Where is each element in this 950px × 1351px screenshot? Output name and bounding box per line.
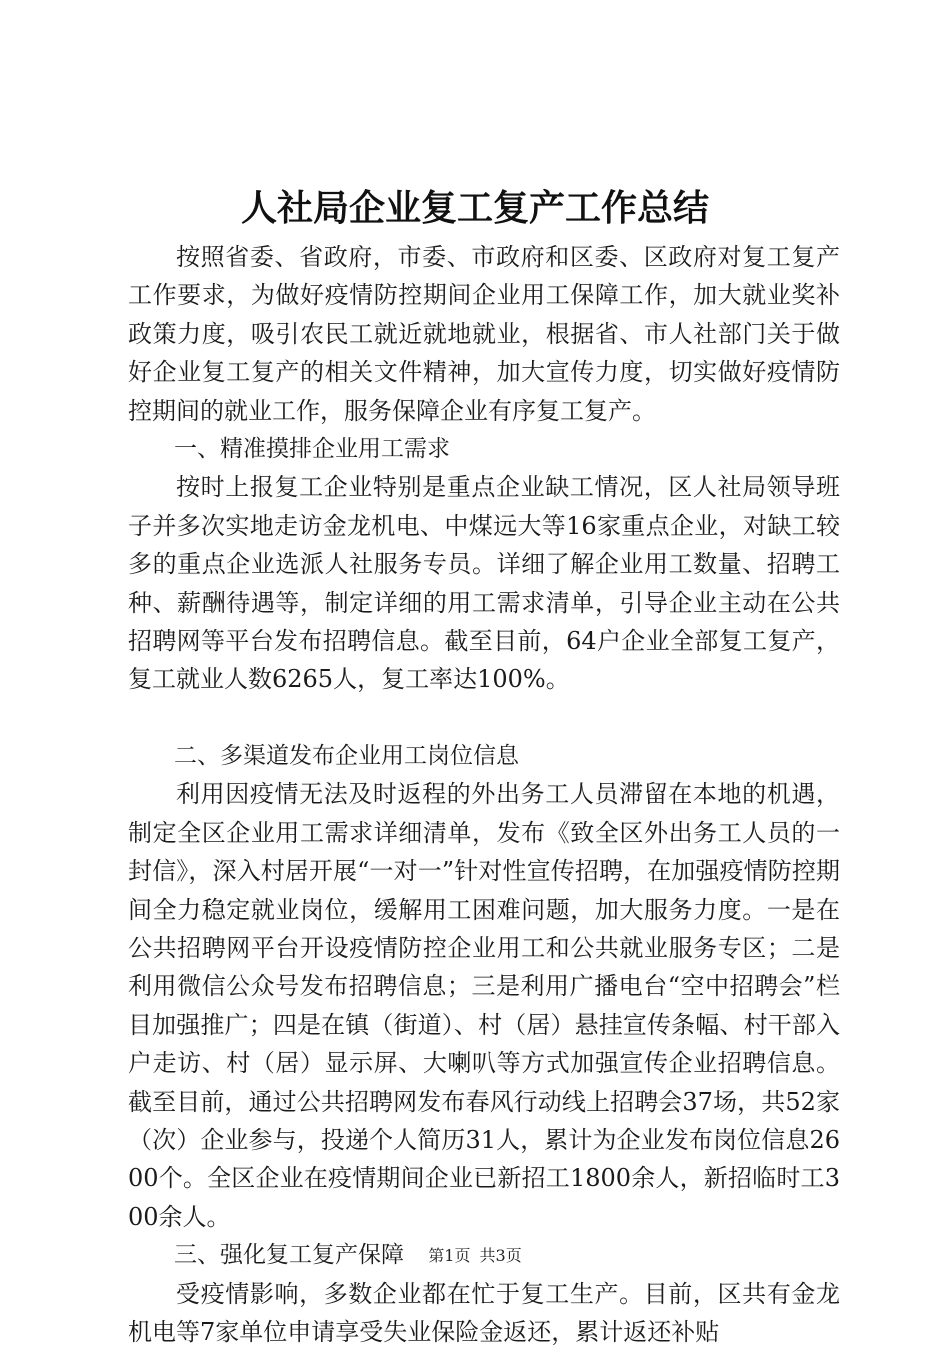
paragraph-gap [128, 699, 840, 737]
section-heading-1: 一、精准摸排企业用工需求 [174, 436, 450, 463]
section-heading-3: 三、强化复工复产保障 [174, 1242, 404, 1269]
section-2-paragraph: 利用因疫情无法及时返程的外出务工人员滞留在本地的机遇，制定全区企业用工需求详细清单，发布《致全区外出务工人员的一封信》，深入村居开展“一对一”针对性宣传招聘，在加强疫情防控期间全力稳定就业岗位，缓解用工困难问题，加大服务力度。一是在公共招聘网平台开设疫情防控企业用工和公共就业服务专区；二是利用微信公众号发布招聘信息；三是利用广播电台“空中招聘会”栏目加强推广；四是在镇（街道）、村（居）悬挂宣传条幅、村干部入户走访、村（居）显示屏、大喇叭等方式加强宣传企业招聘信息。截至目前，通过公共招聘网发布春风行动线上招聘会37场，共52家（次）企业参与，投递个人简历31人，累计为企业发布岗位信息2600个。全区企业在疫情期间企业已新招工1800余人，新招临时工300余人。 [128, 780, 840, 1231]
document-body [128, 238, 840, 1351]
page-number-footer: 第1页 共3页 [428, 1246, 522, 1265]
document-title: 人社局企业复工复产工作总结 [240, 187, 709, 229]
section-3-paragraph: 受疫情影响，多数企业都在忙于复工生产。目前，区共有金龙机电等7家单位申请享受失业保险金返还，累计返还补贴 [128, 1279, 840, 1346]
section-1-paragraph: 按时上报复工企业特别是重点企业缺工情况，区人社局领导班子并多次实地走访金龙机电、中煤远大等16家重点企业，对缺工较多的重点企业选派人社服务专员。详细了解企业用工数量、招聘工种、薪酬待遇等，制定详细的用工需求清单，引导企业主动在公共招聘网等平台发布招聘信息。截至目前，64户企业全部复工复产，复工就业人数6265人，复工率达100%。 [128, 473, 840, 694]
intro-paragraph: 按照省委、省政府，市委、市政府和区委、区政府对复工复产工作要求，为做好疫情防控期间企业用工保障工作，加大就业奖补政策力度，吸引农民工就近就地就业，根据省、市人社部门关于做好企业复工复产的相关文件精神，加大宣传力度，切实做好疫情防控期间的就业工作，服务保障企业有序复工复产。 [128, 243, 840, 425]
section-heading-2: 二、多渠道发布企业用工岗位信息 [174, 742, 519, 769]
